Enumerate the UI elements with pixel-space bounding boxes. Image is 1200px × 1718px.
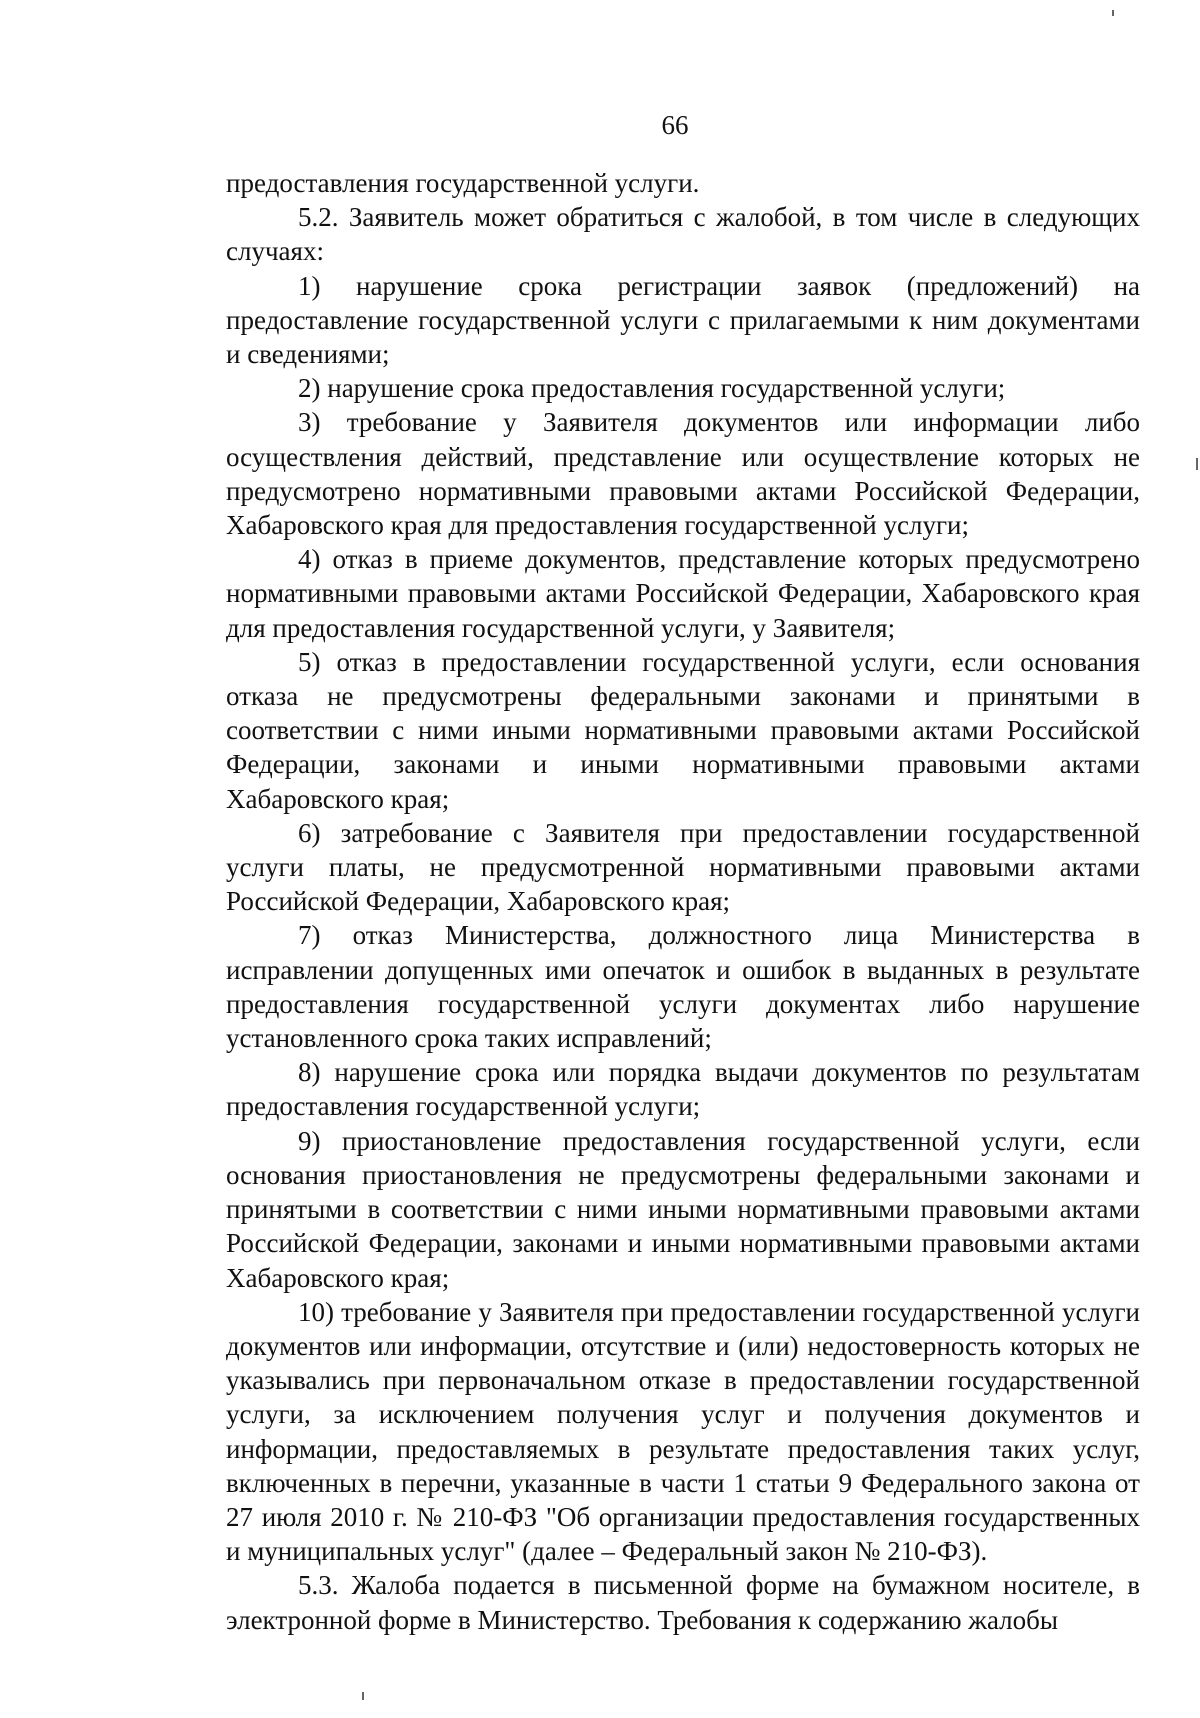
list-item-4: 4) отказ в приеме документов, представление которых предусмотрено нормативными правовыми актами Российской Федерации, Хабаровского края для предоставления государственной услуги, у Заявителя; [226, 544, 1140, 643]
list-item-1: 1) нарушение срока регистрации заявок (предложений) на предоставление государственной услуги с прилагаемыми к ним документами и сведениями; [226, 270, 1140, 370]
scan-speck [362, 1692, 364, 1700]
list-item-9: 9) приостановление предоставления государственной услуги, если основания приостановления не предусмотрены федеральными законами и принятыми в соответствии с ними иными нормативными правовыми актами Российской Федерации, законами и иными нормативными правовыми актами Хабаровского края; [226, 1125, 1140, 1293]
paragraph-5-3: 5.3. Жалоба подается в письменной форме на бумажном носителе, в электронной форме в Министерство. Требования к содержанию жалобы [226, 1570, 1140, 1635]
paragraph-continuation: предоставления государственной услуги. [226, 168, 700, 198]
scan-speck [1112, 10, 1114, 16]
list-item-7: 7) отказ Министерства, должностного лица Министерства в исправлении допущенных ими опечаток и ошибок в выданных в результате предоставления государственной услуги документах либо нарушение установленного срока таких исправлений; [226, 920, 1140, 1054]
list-item-8: 8) нарушение срока или порядка выдачи документов по результатам предоставления государственной услуги; [226, 1057, 1140, 1122]
list-item-2: 2) нарушение срока предоставления государственной услуги; [298, 373, 1006, 404]
list-item-6: 6) затребование с Заявителя при предоставлении государственной услуги платы, не предусмотренной нормативными правовыми актами Российской Федерации, Хабаровского края; [226, 817, 1140, 917]
list-item-10: 10) требование у Заявителя при предоставлении государственной услуги документов или информации, отсутствие и (или) недостоверность которых не указывались при первоначальном отказе в предоставлении государственной услуги, за исключением получения услуг и получения документов и информации, предоставляемых в результате предоставления таких услуг, включенных в перечни, указанные в части 1 статьи 9 Федерального закона от 27 июля 2010 г. № 210-ФЗ "Об организации предоставления государственных и муниципальных услуг" (далее – Федеральный закон № 210-ФЗ). [226, 1296, 1140, 1567]
list-item-5: 5) отказ в предоставлении государственной услуги, если основания отказа не предусмотрены федеральными законами и принятыми в соответствии с ними иными нормативными правовыми актами Российской Федерации, законами и иными нормативными правовыми актами Хабаровского края; [226, 646, 1140, 814]
scan-speck [1196, 458, 1198, 470]
document-body [226, 166, 1140, 1637]
paragraph-5-2: 5.2. Заявитель может обратиться с жалобой, в том числе в следующих случаях: [226, 202, 1140, 267]
page-number: 66 [661, 110, 689, 140]
list-item-3: 3) требование у Заявителя документов или информации либо осуществления действий, представление или осуществление которых не предусмотрено нормативными правовыми актами Российской Федерации, Хабаровского края для предоставления государственной услуги; [226, 407, 1140, 541]
